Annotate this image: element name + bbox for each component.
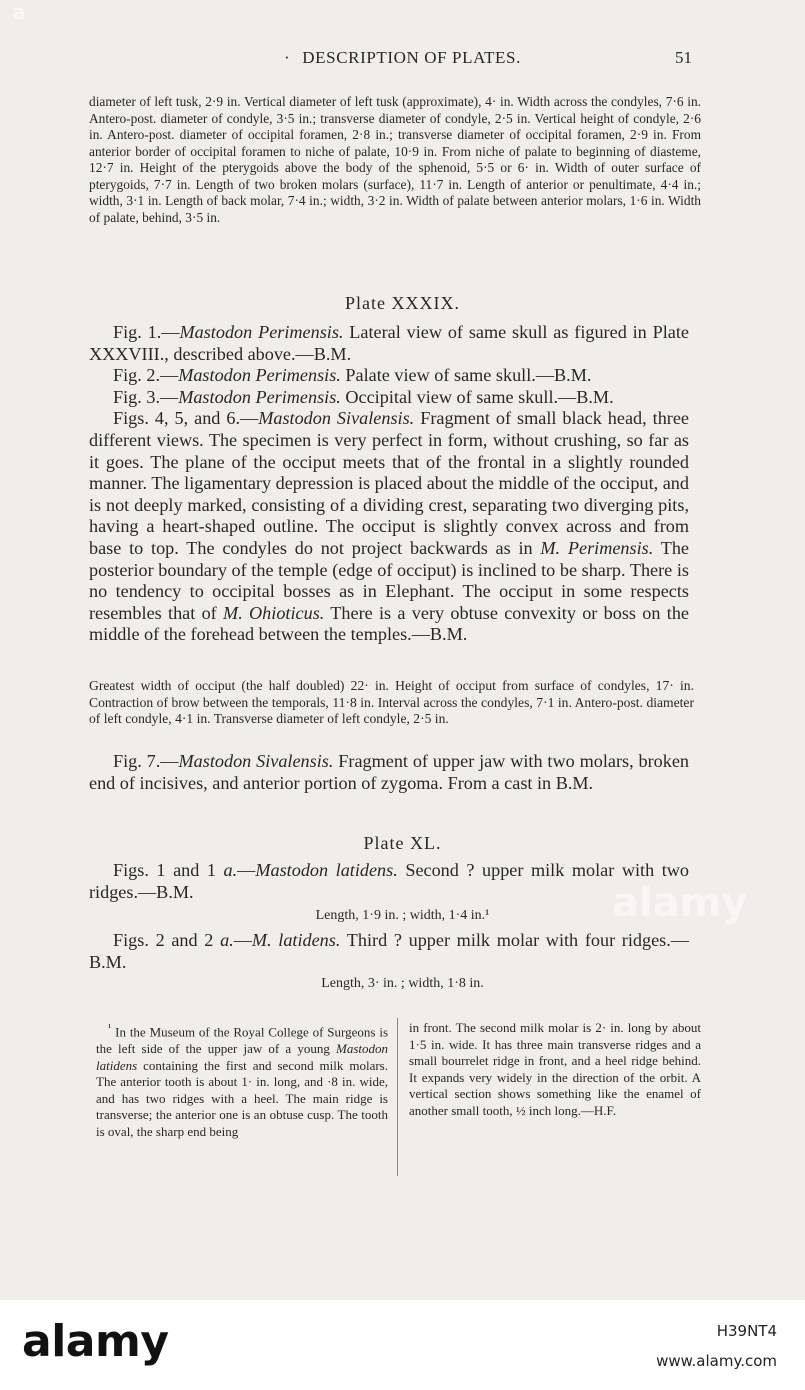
species-name: Mastodon latidens. [255, 860, 398, 880]
species-name: M. latidens. [251, 930, 341, 950]
plate-40-fig-1: Figs. 1 and 1 a.—Mastodon latidens. Second ? upper milk molar with two ridges.—B.M. [89, 860, 689, 902]
plate-39-body [89, 322, 689, 646]
plate-40-fig-1-dimensions: Length, 1·9 in. ; width, 1·4 in.¹ [315, 908, 490, 923]
measurements-paragraph: diameter of left tusk, 2·9 in. Vertical diameter of left tusk (approximate), 4· in. Width across the condyles, 7·6 in. Antero-post. diameter of condyle, 3·5 in.; transverse diameter of condyle, 2·5 in. Vertical height of condyle, 2·6 in. Antero-post. diameter of occipital foramen, 2·8 in.; transverse diameter of occipital foramen, 2·9 in. From anterior border of occipital foramen to niche of palate, 10·9 in. From niche of palate to beginning of diasteme, 12·7 in. Height of the pterygoids above the body of the sphenoid, 5·5 or 6· in. Width of outer surface of pterygoids, 7·7 in. Length of two broken molars (surface), 11·7 in. Length of anterior or penultimate, 4·4 in.; width, 3·1 in. Length of back molar, 7·4 in.; width, 3·2 in. Width of palate between anterior molars, 1·6 in. Width of palate, behind, 3·5 in. [89, 94, 701, 225]
footnote [96, 1020, 701, 1140]
running-head-title: DESCRIPTION OF PLATES. [302, 48, 521, 67]
species-name: Mastodon Sivalensis. [258, 408, 415, 429]
plate-39-fig-2: Fig. 2.—Mastodon Perimensis. Palate view of same skull.—B.M. [113, 365, 592, 386]
footnote-left-column: $^{^1}$ In the Museum of the Royal College of Surgeons is the left side of the upper jaw of a young Mastodon latidens containing the first and second milk molars. The anterior tooth is about 1· in. long, and ·8 in. wide, and has two ridges with a heel. The main ridge is transverse; the anterior one is an obtuse cusp. The tooth is oval, the sharp end being [96, 1022, 388, 1139]
species-name: Mastodon Sivalensis. [178, 751, 334, 771]
footnote-right-column: in front. The second milk molar is 2· in. long by about 1·5 in. wide. It has three main transverse ridges and a small bourrelet ridge in front, and a heel ridge behind. It expands very widely in the direction of the orbit. A vertical section shows something like the enamel of another small tooth, ½ inch long.—H.F. [409, 1020, 701, 1118]
page-number: 51 [675, 48, 692, 67]
plate-39-measurements: Greatest width of occiput (the half doubled) 22· in. Height of occiput from surface of condyles, 17· in. Contraction of brow between the temporals, 11·8 in. Interval across the condyles, 7·1 in. Antero-post. diameter of left condyle, 4·1 in. Transverse diameter of left condyle, 2·5 in. [89, 678, 694, 726]
plate-39-fig-7: Fig. 7.—Mastodon Sivalensis. Fragment of upper jaw with two molars, broken end of incisives, and anterior portion of zygoma. From a cast in B.M. [89, 751, 689, 793]
plate-39-fig-1: Fig. 1.—Mastodon Perimensis. Lateral view of same skull as figured in Plate XXXVIII., described above.—B.M. [89, 322, 689, 364]
image-id: H39NT4 [716, 1322, 777, 1340]
species-name: Mastodon Perimensis. [178, 365, 341, 386]
plate-39-heading: Plate XXXIX. [345, 293, 460, 313]
plate-40-heading: Plate XL. [363, 833, 442, 853]
species-name: M. Perimensis. [540, 537, 654, 558]
species-name: Mastodon Perimensis. [179, 322, 344, 342]
brand-logo: alamy [22, 1316, 169, 1367]
plate-39-fig-3: Fig. 3.—Mastodon Perimensis. Occipital view of same skull.—B.M. [113, 386, 614, 407]
site-url: www.alamy.com [656, 1352, 777, 1370]
plate-40-fig-2-dimensions: Length, 3· in. ; width, 1·8 in. [321, 976, 484, 991]
stock-footer [0, 1300, 805, 1390]
running-head: · DESCRIPTION OF PLATES. [284, 48, 521, 67]
plate-39-figs-4-5-6: Figs. 4, 5, and 6.—Mastodon Sivalensis. Fragment of small black head, three different views. The specimen is very perfect in form, without crushing, so far as it goes. The plane of the occiput meets that of the frontal in a slightly rounded manner. The ligamentary depression is placed about the middle of the occiput, and is not deeply marked, consisting of a dividing crest, separating two diverging pits, having a heart-shaped outline. The occiput is slightly convex across and from base to top. The condyles do not project backwards as in M. Perimensis. The posterior boundary of the temple (edge of occiput) is inclined to be sharp. There is no tendency to occipital bosses as in Elephant. The occiput in some respects resembles that of M. Ohioticus. There is a very obtuse convexity or boss on the middle of the forehead between the temples.—B.M. [89, 408, 690, 645]
species-name: Mastodon latidens [96, 1040, 388, 1073]
plate-40-fig-2: Figs. 2 and 2 a.—M. latidens. Third ? upper milk molar with four ridges.—B.M. [89, 930, 689, 972]
species-name: M. Ohioticus. [223, 602, 325, 623]
species-name: Mastodon Perimensis. [178, 386, 341, 407]
footnote-marker: ¹ [108, 1022, 112, 1034]
watermark-logo: alamy [612, 880, 748, 926]
watermark-fragment: a [12, 0, 26, 24]
